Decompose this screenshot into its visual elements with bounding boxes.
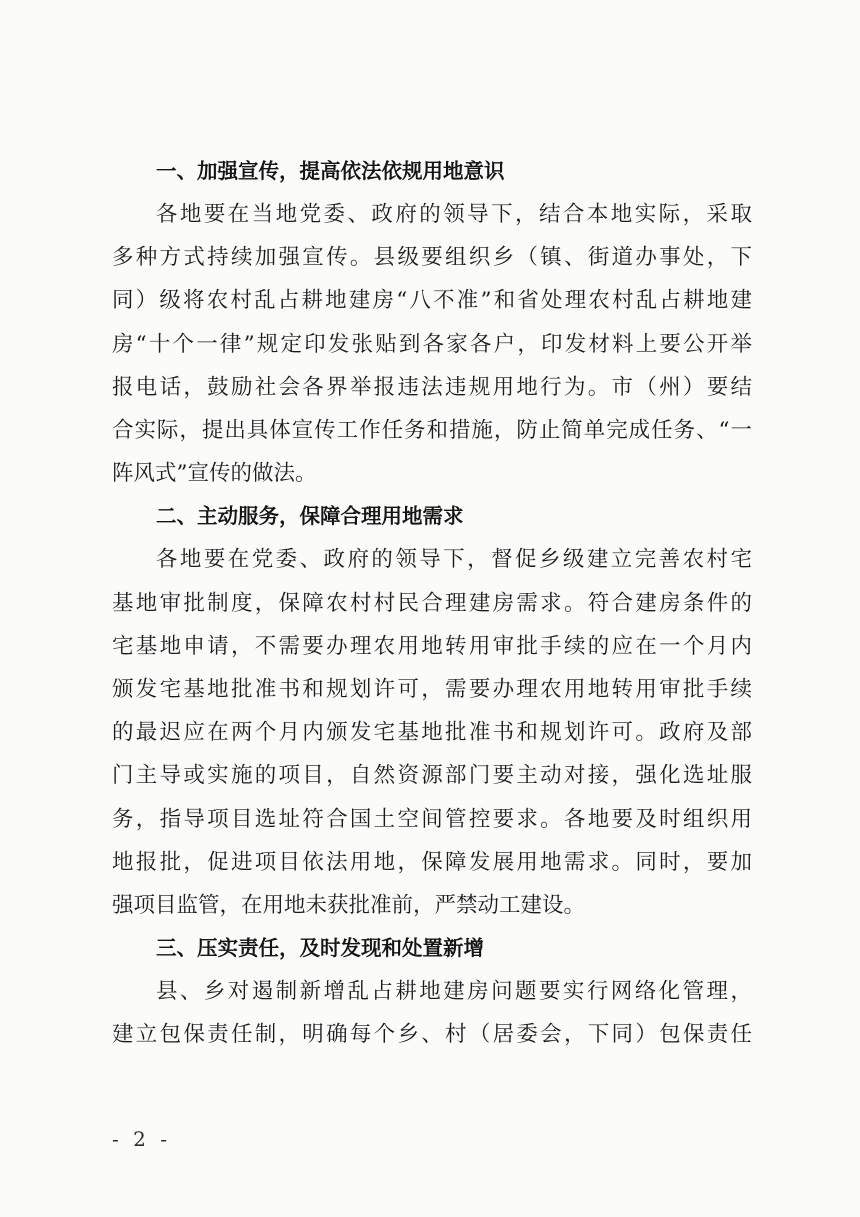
paragraph-line: 宅基地申请，不需要办理农用地转用审批手续的应在一个月内 [112,633,752,659]
section-heading-1: 一、加强宣传，提高依法依规用地意识 [156,159,505,183]
paragraph-line: 的最迟应在两个月内颁发宅基地批准书和规划许可。政府及部 [112,720,752,746]
page-number: - 2 - [112,1127,171,1151]
paragraph-line: 门主导或实施的项目，自然资源部门要主动对接，强化选址服 [112,763,752,789]
paragraph-line: 各地要在当地党委、政府的领导下，结合本地实际，采取 [156,202,752,227]
document-body [112,150,752,1057]
paragraph-line: 阵风式”宣传的做法。 [112,461,317,487]
paragraph-line: 务，指导项目选址符合国土空间管控要求。各地要及时组织用 [112,806,752,832]
paragraph-line: 同）级将农村乱占耕地建房“八不准”和省处理农村乱占耕地建 [112,288,752,314]
section-heading-3: 三、压实责任，及时发现和处置新增 [156,936,484,961]
paragraph-line: 合实际，提出具体宣传工作任务和措施，防止简单完成任务、“一 [112,418,752,444]
paragraph-line: 多种方式持续加强宣传。县级要组织乡（镇、街道办事处，下 [112,245,752,271]
paragraph-line: 各地要在党委、政府的领导下，督促乡级建立完善农村宅 [156,547,752,573]
paragraph-line: 强项目监管，在用地未获批准前，严禁动工建设。 [112,893,586,919]
paragraph-line: 县、乡对遏制新增乱占耕地建房问题要实行网络化管理， [156,979,752,1005]
paragraph-line: 报电话，鼓励社会各界举报违法违规用地行为。市（州）要结 [112,374,752,400]
section-paragraph-2 [112,538,752,927]
section-heading-2: 二、主动服务，保障合理用地需求 [156,504,464,529]
paragraph-line: 建立包保责任制，明确每个乡、村（居委会，下同）包保责任 [112,1022,752,1048]
paragraph-line: 颁发宅基地批准书和规划许可，需要办理农用地转用审批手续 [112,677,752,703]
paragraph-line: 基地审批制度，保障农村村民合理建房需求。符合建房条件的 [112,590,752,616]
paragraph-line: 地报批，促进项目依法用地，保障发展用地需求。同时，要加 [112,849,752,875]
paragraph-line: 房“十个一律”规定印发张贴到各家各户，印发材料上要公开举 [112,331,752,357]
section-paragraph-1 [112,193,752,495]
section-paragraph-3 [112,970,752,1056]
